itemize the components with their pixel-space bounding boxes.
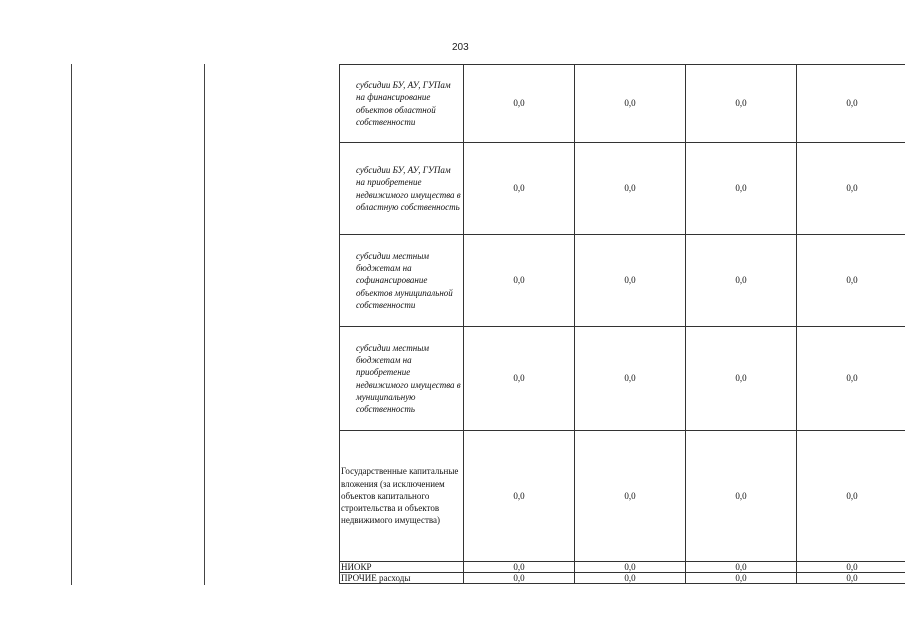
value-cell: 0,0 [575,327,686,431]
table-row [340,143,905,235]
table-row [340,235,905,327]
value-cell: 0,0 [686,65,797,143]
value-cell: 0,0 [464,327,575,431]
value-cell: 0,0 [575,235,686,327]
value-cell: 0,0 [686,562,797,573]
value-cell: 0,0 [464,431,575,562]
value-cell: 0,0 [797,573,905,584]
left-column-border [71,64,72,585]
value-cell: 0,0 [797,431,905,562]
value-cell: 0,0 [464,573,575,584]
row-label: ПРОЧИЕ расходы [340,573,464,584]
table-row [340,562,905,573]
row-label: НИОКР [340,562,464,573]
value-cell: 0,0 [464,562,575,573]
table-row [340,431,905,562]
value-cell: 0,0 [797,65,905,143]
table-row [340,327,905,431]
table-row [340,65,905,143]
row-label: субсидии БУ, АУ, ГУПам на финансирование объектов областной собственности [340,65,464,143]
value-cell: 0,0 [575,562,686,573]
table-row [340,573,905,584]
row-label: субсидии местным бюджетам на приобретение недвижимого имущества в муниципальную собственность [340,327,464,431]
value-cell: 0,0 [686,235,797,327]
value-cell: 0,0 [575,65,686,143]
value-cell: 0,0 [686,431,797,562]
left-column-border [204,64,205,585]
value-cell: 0,0 [575,431,686,562]
value-cell: 0,0 [575,143,686,235]
page-number: 203 [452,42,469,53]
value-cell: 0,0 [797,143,905,235]
value-cell: 0,0 [797,327,905,431]
value-cell: 0,0 [464,235,575,327]
value-cell: 0,0 [575,573,686,584]
value-cell: 0,0 [686,327,797,431]
budget-table [339,64,905,584]
row-label: субсидии БУ, АУ, ГУПам на приобретение недвижимого имущества в областную собственность [340,143,464,235]
value-cell: 0,0 [464,65,575,143]
value-cell: 0,0 [797,235,905,327]
row-label: субсидии местным бюджетам на софинансирование объектов муниципальной собственности [340,235,464,327]
value-cell: 0,0 [797,562,905,573]
value-cell: 0,0 [464,143,575,235]
value-cell: 0,0 [686,143,797,235]
row-label: Государственные капитальные вложения (за исключением объектов капитального строительства и объектов недвижимого имущества) [340,431,464,562]
value-cell: 0,0 [686,573,797,584]
